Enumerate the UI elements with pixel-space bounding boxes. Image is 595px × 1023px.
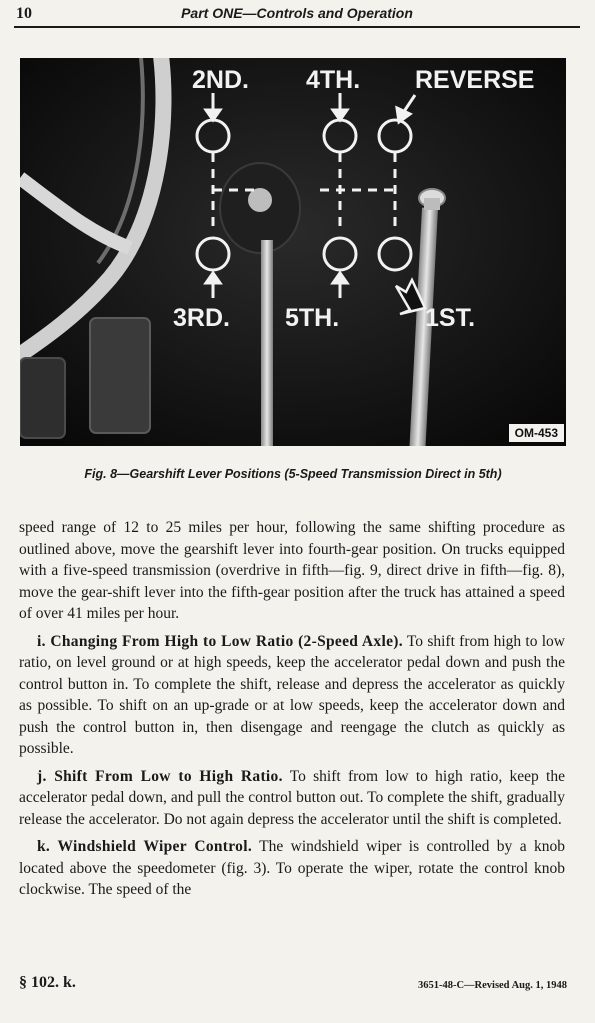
section-k bbox=[19, 836, 565, 901]
label-second-gear: 2ND. bbox=[192, 66, 249, 94]
revision-note: 3651-48-C—Revised Aug. 1, 1948 bbox=[417, 980, 567, 991]
gearshift-figure bbox=[20, 58, 566, 446]
label-first-gear: 1ST. bbox=[425, 304, 476, 332]
section-text: To shift from high to low ratio, on level ground or at high speeds, keep the accelerator pedal down and push the control button in. To complete the shift, release and depress the accelerator as quickly as possible. To shift on an up-grade or at low speeds, keep the accelerator down and push the control button in, then disengage and reengage the clutch as quickly as possible. bbox=[19, 632, 565, 757]
gearshift-photo bbox=[20, 58, 566, 446]
gearshift-lever bbox=[261, 240, 273, 446]
figure-caption: Fig. 8—Gearshift Lever Positions (5-Speed Transmission Direct in 5th) bbox=[84, 467, 502, 481]
pedal bbox=[90, 318, 150, 433]
label-fifth-gear: 5TH. bbox=[285, 304, 340, 332]
label-reverse-gear: REVERSE bbox=[415, 66, 535, 94]
figure-code: OM-453 bbox=[509, 424, 564, 442]
section-heading: i. Changing From High to Low Ratio (2-Speed Axle). bbox=[37, 632, 403, 650]
section-j bbox=[19, 766, 565, 831]
body-text bbox=[19, 517, 565, 907]
label-third-gear: 3RD. bbox=[173, 304, 230, 332]
page-header bbox=[14, 2, 580, 28]
section-text: To shift from low to high ratio, keep the accelerator pedal down, and pull the control button out. To complete the shift, gradually release the accelerator. Do not again depress the accelerator until the shift is completed. bbox=[19, 767, 565, 828]
section-text: The windshield wiper is controlled by a knob located above the speedometer (fig. 3). To operate the wiper, rotate the control knob clockwise. The speed of the bbox=[19, 838, 565, 898]
paragraph: speed range of 12 to 25 miles per hour, following the same shifting procedure as outlined above, move the gearshift lever into fourth-gear position. On trucks equipped with a five-speed transmission (overdrive in fifth—fig. 9, direct drive in fifth—fig. 8), move the gear-shift lever into the fifth-gear position after the truck has attained a speed of over 41 miles per hour. bbox=[19, 519, 565, 622]
section-heading: j. Shift From Low to High Ratio. bbox=[37, 767, 283, 785]
label-fourth-gear: 4TH. bbox=[306, 66, 361, 94]
section-i bbox=[19, 631, 565, 760]
section-reference: § 102. k. bbox=[19, 974, 76, 991]
running-title: Part ONE—Controls and Operation bbox=[181, 5, 413, 21]
section-heading: k. Windshield Wiper Control. bbox=[37, 838, 252, 855]
page-number: 10 bbox=[16, 5, 32, 22]
